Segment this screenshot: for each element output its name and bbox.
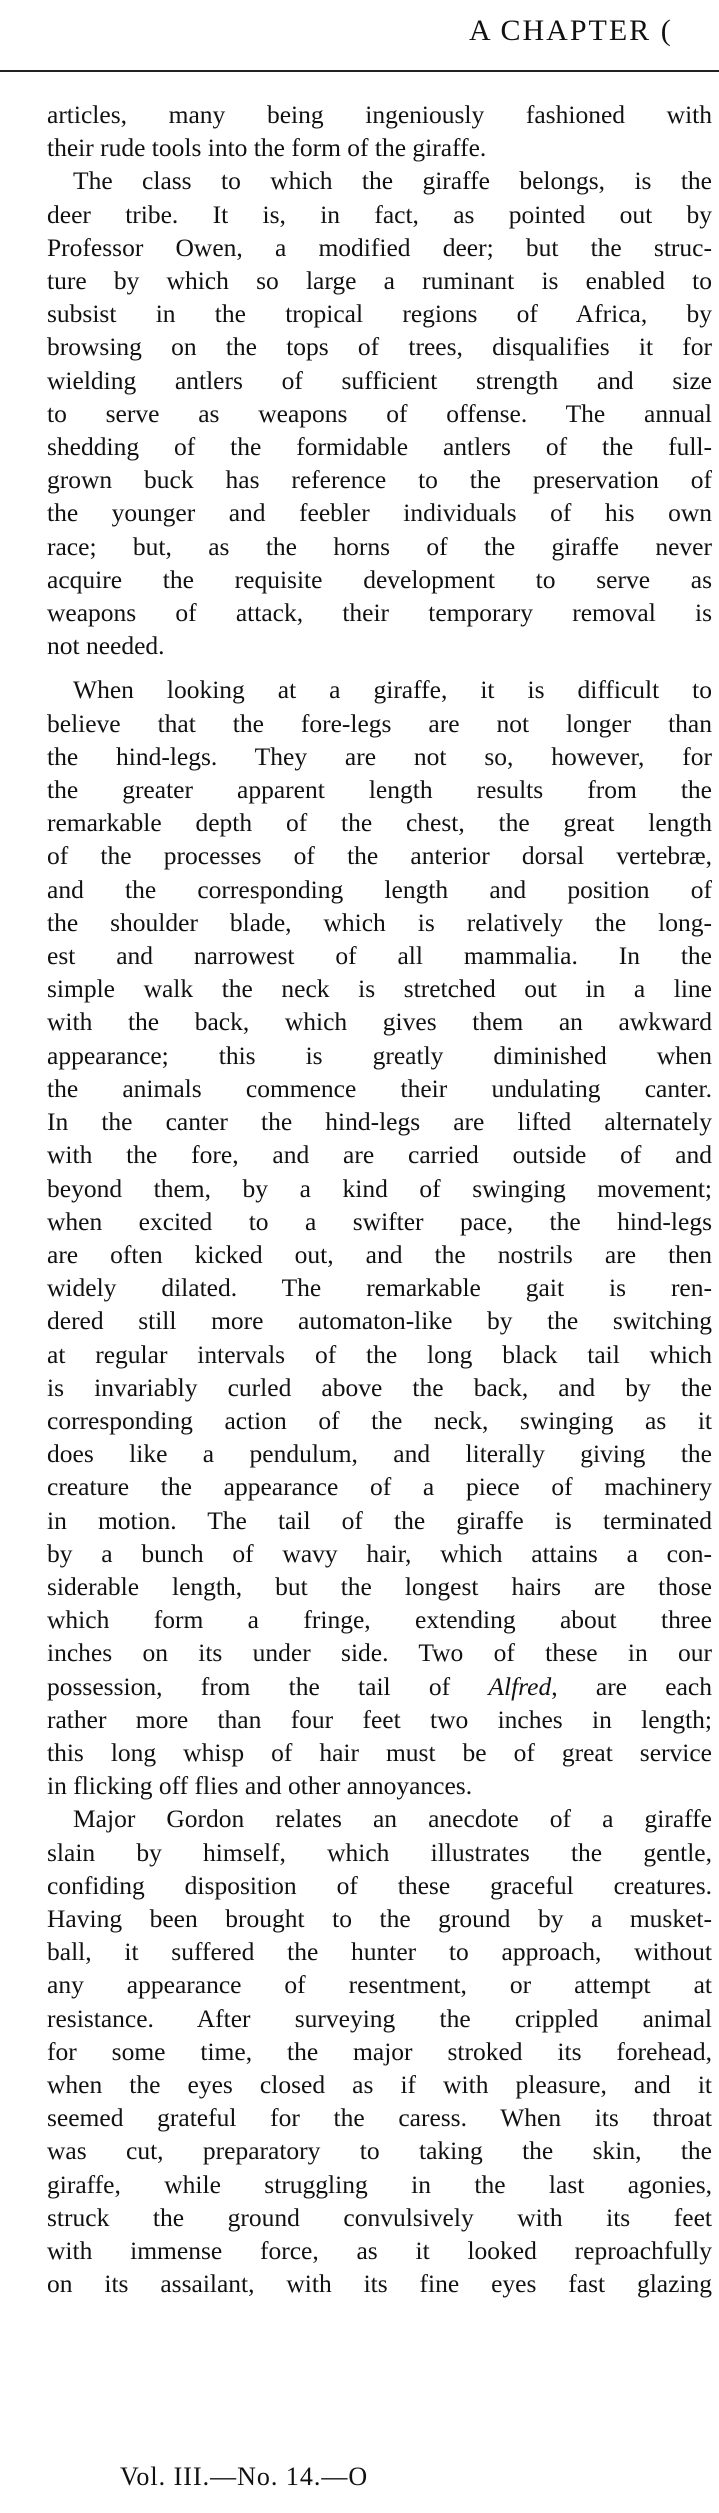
text-line: Professor Owen, a modified deer; but the struc- bbox=[47, 232, 712, 262]
text-line: by a bunch of wavy hair, which attains a con- bbox=[47, 1538, 712, 1568]
text-line: and the corresponding length and position of bbox=[47, 874, 712, 904]
text-line: The class to which the giraffe belongs, is the bbox=[73, 166, 712, 196]
text-line: giraffe, while struggling in the last agonies, bbox=[47, 2169, 712, 2199]
text-line: wielding antlers of sufficient strength and size bbox=[47, 365, 712, 395]
text-line: est and narrowest of all mammalia. In the bbox=[47, 941, 712, 971]
text-line: simple walk the neck is stretched out in a line bbox=[47, 974, 712, 1004]
text-line: siderable length, but the longest hairs are those bbox=[47, 1571, 712, 1601]
text-line: not needed. bbox=[47, 631, 165, 661]
text-line: dered still more automaton-like by the switching bbox=[47, 1306, 712, 1336]
text-line: the hind-legs. They are not so, however, for bbox=[47, 741, 712, 771]
text-line: widely dilated. The remarkable gait is ren- bbox=[47, 1273, 712, 1303]
text-line: the animals commence their undulating canter. bbox=[47, 1073, 712, 1103]
text-line: the shoulder blade, which is relatively the long- bbox=[47, 907, 712, 937]
text-line: rather more than four feet two inches in length; bbox=[47, 1704, 712, 1734]
text-line: are often kicked out, and the nostrils are then bbox=[47, 1239, 712, 1269]
text-line: does like a pendulum, and literally giving the bbox=[47, 1439, 712, 1469]
paragraph-4 bbox=[47, 1802, 712, 2300]
text-line: on its assailant, with its fine eyes fast glazing bbox=[47, 2269, 712, 2299]
text-line: appearance; this is greatly diminished when bbox=[47, 1040, 712, 1070]
text-line: race; but, as the horns of the giraffe never bbox=[47, 531, 712, 561]
text-line: the greater apparent length results from the bbox=[47, 775, 712, 805]
text-line: seemed grateful for the caress. When its throat bbox=[47, 2103, 712, 2133]
text-line: acquire the requisite development to serve as bbox=[47, 564, 712, 594]
text-line: believe that the fore-legs are not longer than bbox=[47, 708, 712, 738]
text-line: any appearance of resentment, or attempt at bbox=[47, 1970, 712, 2000]
text-line: the younger and feebler individuals of his own bbox=[47, 498, 712, 528]
text-line-alfred-start: possession, from the tail of bbox=[47, 1671, 451, 1701]
text-line: ture by which so large a ruminant is enabled to bbox=[47, 266, 712, 296]
text-line: resistance. After surveying the crippled animal bbox=[47, 2003, 712, 2033]
text-line: to serve as weapons of offense. The annual bbox=[47, 398, 712, 428]
text-line: this long whisp of hair must be of great service bbox=[47, 1737, 712, 1767]
text-line: weapons of attack, their temporary removal is bbox=[47, 598, 712, 628]
text-line: deer tribe. It is, in fact, as pointed out by bbox=[47, 199, 712, 229]
text-line: Having been brought to the ground by a musket- bbox=[47, 1903, 712, 1933]
text-line: browsing on the tops of trees, disqualifies it for bbox=[47, 332, 712, 362]
page-footer: Vol. III.—No. 14.—O bbox=[120, 2462, 369, 2491]
text-line: when the eyes closed as if with pleasure, and it bbox=[47, 2069, 712, 2099]
text-line: creature the appearance of a piece of machinery bbox=[47, 1472, 712, 1502]
text-line: of the processes of the anterior dorsal vertebræ, bbox=[47, 841, 712, 871]
text-line: When looking at a giraffe, it is difficult to bbox=[73, 675, 712, 705]
text-line: is invariably curled above the back, and by the bbox=[47, 1372, 712, 1402]
text-line: in flicking off flies and other annoyances. bbox=[47, 1771, 473, 1801]
text-line: beyond them, by a kind of swinging movement; bbox=[47, 1173, 712, 1203]
header-rule bbox=[0, 70, 719, 72]
text-line: In the canter the hind-legs are lifted alternately bbox=[47, 1107, 712, 1137]
text-line-alfred-end: , are each bbox=[551, 1671, 712, 1701]
article-body bbox=[47, 98, 712, 2300]
text-line: when excited to a swifter pace, the hind-legs bbox=[47, 1206, 712, 1236]
text-line: struck the ground convulsively with its feet bbox=[47, 2202, 712, 2232]
text-line: ball, it suffered the hunter to approach, without bbox=[47, 1937, 712, 1967]
text-line: grown buck has reference to the preservation of bbox=[47, 465, 712, 495]
text-line: confiding disposition of these graceful creatures. bbox=[47, 1870, 712, 1900]
text-line: which form a fringe, extending about three bbox=[47, 1605, 712, 1635]
text-line: was cut, preparatory to taking the skin, the bbox=[47, 2136, 712, 2166]
text-line: with the back, which gives them an awkward bbox=[47, 1007, 712, 1037]
text-line: Major Gordon relates an anecdote of a giraffe bbox=[73, 1804, 712, 1834]
paragraph-gap bbox=[47, 662, 712, 673]
text-line: their rude tools into the form of the giraffe. bbox=[47, 133, 487, 163]
running-head: A CHAPTER ( bbox=[469, 14, 673, 47]
paragraph-1 bbox=[47, 98, 712, 164]
text-line: remarkable depth of the chest, the great length bbox=[47, 808, 712, 838]
text-line: corresponding action of the neck, swinging as it bbox=[47, 1405, 712, 1435]
paragraph-2 bbox=[47, 164, 712, 662]
alfred-name: Alfred bbox=[488, 1671, 552, 1701]
text-line: with immense force, as it looked reproachfully bbox=[47, 2236, 712, 2265]
paragraph-3 bbox=[47, 673, 712, 1802]
text-line: articles, many being ingeniously fashioned with bbox=[47, 100, 712, 129]
text-line: shedding of the formidable antlers of the full- bbox=[47, 432, 712, 462]
text-line-alfred bbox=[47, 1670, 712, 1703]
text-line: at regular intervals of the long black tail which bbox=[47, 1339, 712, 1369]
text-line: for some time, the major stroked its forehead, bbox=[47, 2036, 712, 2066]
text-line: slain by himself, which illustrates the gentle, bbox=[47, 1837, 712, 1867]
text-line: subsist in the tropical regions of Africa, by bbox=[47, 299, 712, 329]
text-line: inches on its under side. Two of these in our bbox=[47, 1638, 712, 1668]
text-line: in motion. The tail of the giraffe is terminated bbox=[47, 1505, 712, 1535]
text-line: with the fore, and are carried outside of and bbox=[47, 1140, 712, 1170]
